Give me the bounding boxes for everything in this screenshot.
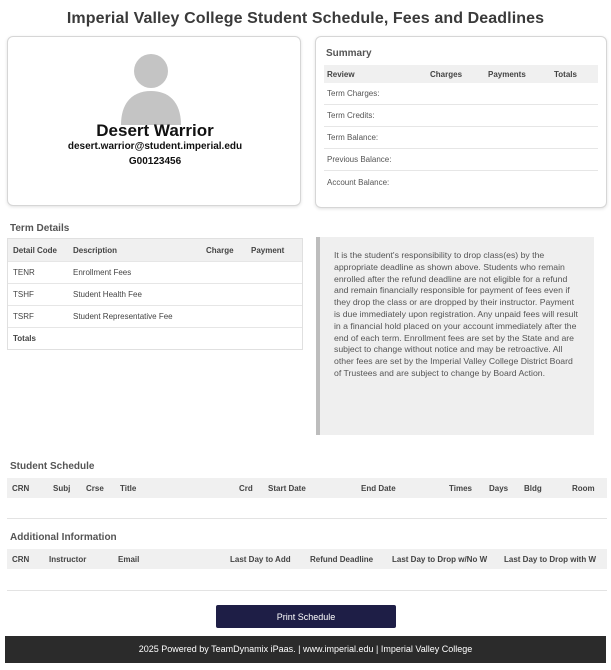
totals-row: [8, 327, 302, 349]
user-silhouette-icon: [120, 49, 182, 125]
additional-col-drop-no-w: Last Day to Drop w/No W: [392, 555, 488, 564]
summary-row-label: Term Charges:: [327, 89, 380, 98]
term-col-charge: Charge: [206, 245, 234, 255]
refund-policy-notice: It is the student's responsibility to drop class(es) by the appropriate deadline as shown above. Students who remain enrolled after the refund deadline are not eligible for a refund and remain financially responsible for payment of fees even if they drop the class or are dropped by their instructor. Payment is due immediately upon registration. Any unpaid fees will result in a financial hold placed on your account immediately after the end of each term. Enrollment fees are set by the State and are subject to change without notice and may be retroactive. All other fees are set by the Imperial Valley College District Board of Trustees and are subject to change by Board Action.: [316, 237, 594, 435]
schedule-divider: [7, 518, 607, 519]
student-schedule-title: Student Schedule: [10, 461, 95, 472]
summary-col-totals: Totals: [554, 69, 577, 79]
summary-row: [324, 171, 598, 193]
additional-col-instructor: Instructor: [49, 555, 87, 564]
schedule-col-times: Times: [449, 484, 472, 493]
schedule-col-days: Days: [489, 484, 509, 493]
detail-code: TSHF: [13, 290, 34, 299]
term-details-table: [7, 238, 303, 350]
schedule-col-title: Title: [120, 484, 137, 493]
detail-description: Student Representative Fee: [73, 312, 173, 321]
additional-divider: [7, 590, 607, 591]
summary-row: [324, 83, 598, 105]
schedule-col-crse: Crse: [86, 484, 104, 493]
summary-col-charges: Charges: [430, 69, 463, 79]
print-schedule-button[interactable]: Print Schedule: [216, 605, 396, 628]
summary-header-row: [324, 65, 598, 83]
table-row: [8, 283, 302, 305]
schedule-col-bldg: Bldg: [524, 484, 542, 493]
summary-row-label: Term Credits:: [327, 111, 375, 120]
schedule-header-row: [7, 478, 607, 498]
table-row: [8, 305, 302, 327]
term-details-title: Term Details: [10, 223, 70, 234]
term-header-row: [8, 239, 302, 261]
table-row: [8, 261, 302, 283]
additional-header-row: [7, 549, 607, 569]
summary-row-label: Account Balance:: [327, 177, 390, 187]
schedule-col-crd: Crd: [239, 484, 253, 493]
summary-row-label: Previous Balance:: [327, 155, 392, 164]
additional-info-title: Additional Information: [10, 532, 117, 543]
summary-row: [324, 149, 598, 171]
additional-col-refund-deadline: Refund Deadline: [310, 555, 374, 564]
student-id: G00123456: [128, 156, 182, 167]
additional-col-email: Email: [118, 555, 140, 564]
additional-col-last-day-add: Last Day to Add: [230, 555, 291, 564]
profile-card: [7, 36, 301, 206]
term-col-payment: Payment: [251, 245, 285, 255]
detail-code: TSRF: [13, 312, 34, 321]
summary-table: [324, 65, 598, 193]
totals-label: Totals: [13, 334, 36, 343]
term-col-code: Detail Code: [13, 245, 58, 255]
additional-col-crn: CRN: [12, 555, 30, 564]
detail-description: Student Health Fee: [73, 290, 142, 299]
footer: 2025 Powered by TeamDynamix iPaas. | www.imperial.edu | Imperial Valley College: [5, 636, 606, 663]
detail-description: Enrollment Fees: [73, 268, 132, 277]
additional-col-drop-with-w: Last Day to Drop with W: [504, 555, 596, 564]
summary-title: Summary: [326, 48, 372, 59]
page-title: Imperial Valley College Student Schedule, Fees and Deadlines: [66, 10, 545, 27]
summary-row: [324, 105, 598, 127]
schedule-col-crn: CRN: [12, 484, 30, 493]
schedule-col-start-date: Start Date: [268, 484, 306, 493]
detail-code: TENR: [13, 268, 35, 277]
schedule-col-subj: Subj: [53, 484, 71, 493]
summary-col-payments: Payments: [488, 69, 526, 79]
summary-col-review: Review: [327, 69, 355, 79]
summary-row-label: Term Balance:: [327, 133, 379, 142]
summary-row: [324, 127, 598, 149]
schedule-col-end-date: End Date: [361, 484, 396, 493]
student-name: Desert Warrior: [96, 121, 214, 140]
summary-card: [315, 36, 607, 208]
term-col-description: Description: [73, 245, 118, 255]
schedule-col-room: Room: [572, 484, 595, 493]
student-email: desert.warrior@student.imperial.edu: [67, 141, 243, 152]
